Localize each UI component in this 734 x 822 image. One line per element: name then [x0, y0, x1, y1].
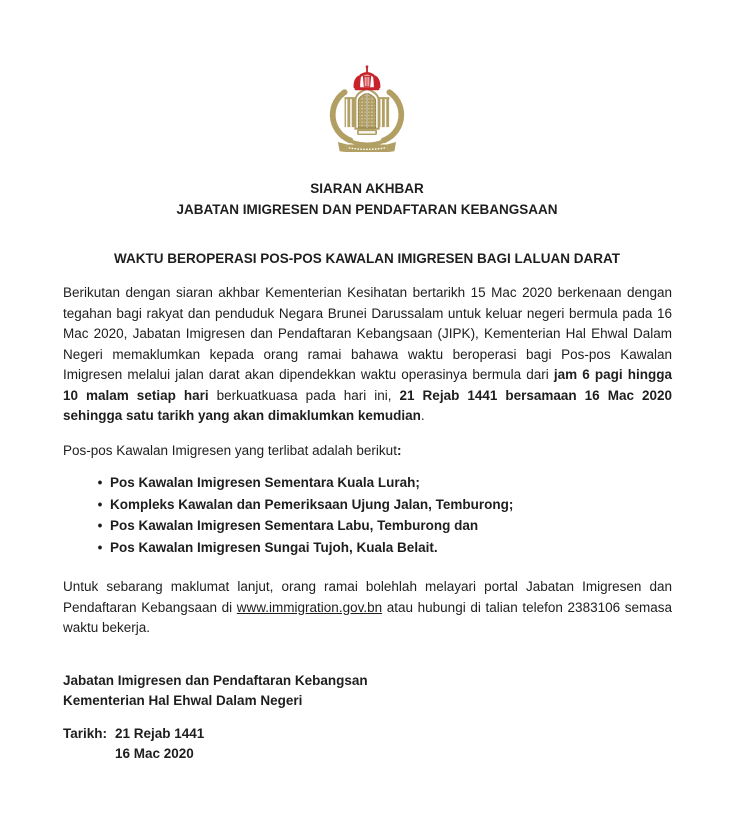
para1-text: Berikutan dengan siaran akhbar Kementerian Kesihatan bertarikh 15 Mac 2020 berkenaan dengan tegahan bagi rakyat dan penduduk Negara Brunei Darussalam untuk keluar negeri bermula pada 16 Mac 2020, Jabatan Imigresen dan Pendaftaran Kebangsaan (JIPK), Kementerian Hal Ehwal Dalam Negeri memaklumkan kepada orang ramai bahawa waktu beroperasi bagi Pos-pos Kawalan Imigresen melalui jalan darat akan dipendekkan waktu operasinya bermula dari [63, 285, 672, 382]
date-block [63, 724, 672, 765]
bullet-icon: • [97, 496, 103, 512]
control-posts-list [63, 472, 672, 558]
para1-end: . [420, 408, 425, 423]
list-item-label: Pos Kawalan Imigresen Sementara Labu, Temburong dan [110, 518, 479, 533]
document-title: WAKTU BEROPERASI POS-POS KAWALAN IMIGRESEN BAGI LALUAN DARAT [113, 250, 620, 266]
header-line-department: JABATAN IMIGRESEN DAN PENDAFTARAN KEBANGSAAN [176, 201, 558, 217]
signature-department: Jabatan Imigresen dan Pendaftaran Kebangsan [63, 672, 368, 688]
date-label: Tarikh: [63, 725, 108, 741]
list-intro-text: Pos-pos Kawalan Imigresen yang terlibat adalah berikut [63, 442, 397, 458]
document-header [0, 178, 734, 220]
date-values [115, 724, 204, 765]
signature-block [63, 671, 672, 712]
logo-container [0, 0, 734, 164]
date-hijri: 21 Rejab 1441 [115, 725, 205, 741]
para3-post-text: atau hubungi di talian telefon 2383106 semasa waktu bekerja. [63, 599, 673, 635]
list-item-label: Pos Kawalan Imigresen Sungai Tujoh, Kuala Belait. [110, 539, 438, 555]
list-item [63, 537, 672, 559]
header-line-siaran-akhbar: SIARAN AKHBAR [310, 180, 424, 196]
para1-bold-hours: jam 6 pagi hingga 10 malam setiap hari [63, 367, 672, 403]
para1-mid-text: berkuatkuasa pada hari ini, [208, 387, 400, 403]
date-gregorian: 16 Mac 2020 [115, 746, 194, 761]
list-intro [63, 441, 672, 462]
list-item [63, 472, 672, 494]
list-item-label: Pos Kawalan Imigresen Sementara Kuala Lurah; [110, 475, 420, 490]
list-intro-colon: : [396, 442, 402, 458]
bullet-icon: • [97, 518, 103, 533]
list-item [63, 494, 672, 516]
immigration-website-link[interactable]: www.immigration.gov.bn [236, 599, 383, 615]
para3-text: Untuk sebarang maklumat lanjut, orang ramai bolehlah melayari portal Jabatan Imigresen dan Pendaftaran Kebangsaan di [63, 579, 672, 615]
paragraph-contact-info [63, 577, 672, 639]
bullet-icon: • [97, 475, 103, 490]
list-item-label: Kompleks Kawalan dan Pemeriksaan Ujung Jalan, Temburong; [110, 496, 514, 512]
document-body [63, 283, 672, 765]
para1-bold-effective-date: 21 Rejab 1441 bersamaan 16 Mac 2020 sehingga satu tarikh yang akan dimaklumkan kemudian [63, 387, 673, 423]
paragraph-operating-hours [63, 283, 672, 427]
bullet-icon: • [97, 539, 103, 555]
list-item [63, 515, 672, 537]
signature-ministry: Kementerian Hal Ehwal Dalam Negeri [63, 693, 303, 708]
brunei-immigration-crest-icon [317, 64, 417, 157]
